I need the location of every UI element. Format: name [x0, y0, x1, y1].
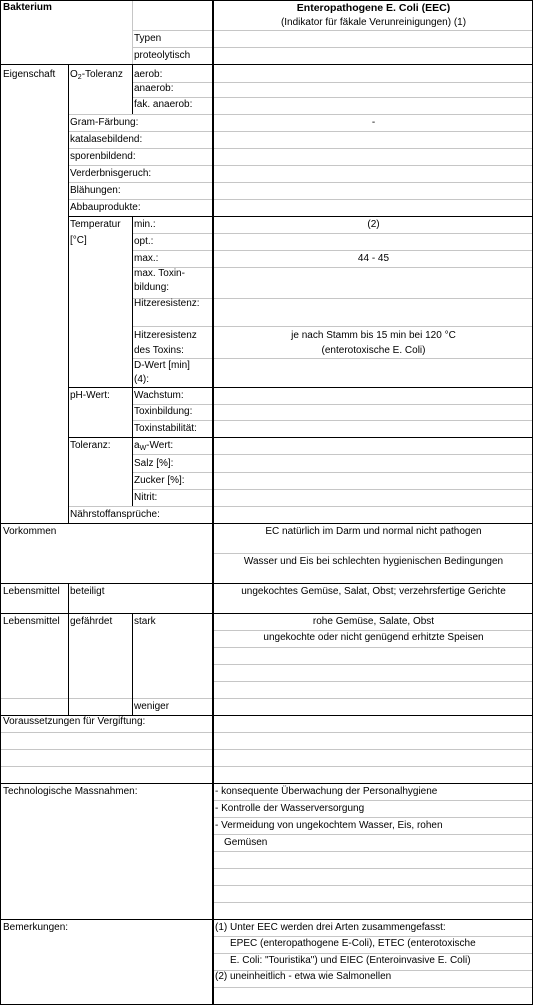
grid-line: [214, 326, 533, 327]
grid-line: [132, 358, 212, 359]
bemerkung-line: E. Coli: "Touristika") und EIEC (Enteroinvasive E. Coli): [230, 955, 471, 966]
grid-line: [214, 199, 533, 200]
massnahme-item: Gemüsen: [224, 837, 268, 848]
grid-line: [214, 766, 533, 767]
fak-anaerob-label: fak. anaerob:: [134, 99, 193, 110]
o2-toleranz-label: $O_2$-Toleranz: [70, 69, 123, 81]
grid-line: [68, 199, 212, 200]
hitze-toxin-label-2: des Toxins:: [134, 345, 184, 356]
grid-line: [68, 387, 533, 388]
typen-label: Typen: [134, 33, 162, 44]
hitze-toxin-label-1: Hitzeresistenz: [134, 330, 197, 341]
temp-opt-label: opt.:: [134, 236, 154, 247]
grid-line: [214, 298, 533, 299]
grid-line: [132, 30, 212, 31]
gram-value: -: [371, 117, 376, 128]
grid-line: [214, 800, 533, 801]
grid-line: [214, 987, 533, 988]
anaerob-label: anaerob:: [134, 83, 174, 94]
temp-min-label: min.:: [134, 219, 156, 230]
grid-line: [214, 664, 533, 665]
max-toxin-label-2: bildung:: [134, 282, 170, 293]
gefaehrdet-label: gefährdet: [70, 616, 113, 627]
grid-line: [214, 233, 533, 234]
grid-line: [0, 583, 533, 584]
grid-line: [214, 454, 533, 455]
grid-line: [0, 64, 533, 65]
grid-line: [214, 82, 533, 83]
grid-line: [132, 216, 133, 506]
grid-line: [68, 583, 69, 715]
grid-line: [214, 834, 533, 835]
grid-line: [132, 613, 133, 715]
abbau-label: Abbauprodukte:: [70, 202, 141, 213]
hitze-toxin-value-2: (enterotoxische E. Coli): [321, 345, 426, 356]
beteiligt-label: beteiligt: [70, 586, 105, 597]
grid-line: [132, 0, 133, 64]
grid-line: [214, 404, 533, 405]
massnahmen-label: Technologische Massnahmen:: [3, 786, 138, 797]
weniger-label: weniger: [134, 701, 170, 712]
grid-line: [214, 698, 533, 699]
grid-line: [68, 437, 533, 438]
grid-line: [214, 647, 533, 648]
massnahme-item: - Vermeidung von ungekochtem Wasser, Eis, rohen: [215, 820, 443, 831]
beteiligt-value: ungekochtes Gemüse, Salat, Obst; verzehrsfertige Gerichte: [241, 586, 506, 597]
grid-line: [132, 472, 212, 473]
grid-line: [0, 0, 1, 1005]
grid-line: [68, 148, 212, 149]
verderb-label: Verderbnisgeruch:: [70, 168, 152, 179]
wachstum-label: Wachstum:: [134, 390, 184, 401]
grid-line: [132, 420, 212, 421]
grid-line: [214, 749, 533, 750]
temp-min-value: (2): [367, 219, 380, 230]
aerob-label: aerob:: [134, 69, 163, 80]
grid-line: [214, 182, 533, 183]
vorkommen-value-1: EC natürlich im Darm und normal nicht pathogen: [265, 526, 482, 537]
toxinbildung-label: Toxinbildung:: [134, 406, 193, 417]
grid-line: [214, 267, 533, 268]
grid-line: [214, 114, 533, 115]
document-subtitle: (Indikator für fäkale Verunreinigungen) (1): [280, 17, 467, 28]
grid-line: [132, 47, 212, 48]
grid-line: [0, 919, 533, 920]
grid-line: [214, 489, 533, 490]
grid-line: [214, 630, 533, 631]
grid-line: [132, 97, 212, 98]
grid-line: [68, 165, 212, 166]
grid-line: [132, 489, 212, 490]
grid-line: [214, 902, 533, 903]
proteolytisch-label: proteolytisch: [134, 50, 191, 61]
gefaehrdet-value-2: ungekochte oder nicht genügend erhitzte Speisen: [263, 632, 484, 643]
grid-line: [214, 472, 533, 473]
grid-line: [68, 64, 69, 523]
grid-line: [0, 613, 533, 614]
grid-line: [132, 64, 133, 114]
gram-label: Gram-Färbung:: [70, 117, 139, 128]
grid-line: [68, 216, 533, 217]
bemerkungen-label: Bemerkungen:: [3, 922, 69, 933]
grid-line: [214, 131, 533, 132]
grid-line: [214, 885, 533, 886]
grid-line: [214, 506, 533, 507]
katalase-label: katalasebildend:: [70, 134, 143, 145]
blaehungen-label: Blähungen:: [70, 185, 121, 196]
grid-line: [214, 817, 533, 818]
grid-line: [214, 97, 533, 98]
voraussetzungen-label: Voraussetzungen für Vergiftung:: [3, 716, 146, 727]
temperatur-label-2: [°C]: [70, 235, 87, 246]
bemerkung-line: (1) Unter EEC werden drei Arten zusammengefasst:: [215, 922, 446, 933]
massnahme-item: - konsequente Überwachung der Personalhygiene: [215, 786, 438, 797]
lebensmittel-beteiligt-label: Lebensmittel: [3, 586, 60, 597]
bakterium-label: Bakterium: [3, 2, 52, 13]
grid-line: [0, 749, 212, 750]
grid-line: [0, 766, 212, 767]
grid-line: [0, 783, 533, 784]
temperatur-label-1: Temperatur: [70, 219, 121, 230]
dwert-label-1: D-Wert [min]: [134, 360, 190, 371]
bemerkung-line: EPEC (enteropathogene E-Coli), ETEC (enterotoxische: [230, 938, 476, 949]
grid-line: [214, 358, 533, 359]
grid-line: [532, 0, 533, 1005]
hitzeresistenz-label: Hitzeresistenz:: [134, 298, 200, 309]
grid-line: [0, 732, 212, 733]
vorkommen-label: Vorkommen: [3, 526, 57, 537]
grid-line: [214, 165, 533, 166]
temp-max-label: max.:: [134, 253, 159, 264]
zucker-label: Zucker [%]:: [134, 475, 185, 486]
vorkommen-value-2: Wasser und Eis bei schlechten hygienischen Bedingungen: [243, 556, 504, 567]
dwert-label-2: (4):: [134, 374, 149, 385]
grid-line: [0, 0, 533, 1]
grid-line: [214, 47, 533, 48]
naehrstoff-label: Nährstoffansprüche:: [70, 509, 160, 520]
grid-line: [68, 182, 212, 183]
grid-line: [214, 553, 533, 554]
grid-line: [132, 404, 212, 405]
grid-line: [0, 523, 533, 524]
grid-line: [214, 250, 533, 251]
aw-wert-label: $a_W$-Wert:: [134, 440, 174, 452]
grid-line: [214, 681, 533, 682]
grid-line: [214, 851, 533, 852]
massnahme-item: - Kontrolle der Wasserversorgung: [215, 803, 365, 814]
max-toxin-label-1: max. Toxin-: [134, 268, 185, 279]
grid-line: [68, 114, 212, 115]
nitrit-label: Nitrit:: [134, 492, 158, 503]
salz-label: Salz [%]:: [134, 458, 174, 469]
grid-line: [214, 420, 533, 421]
toxinstabilitaet-label: Toxinstabilität:: [134, 423, 197, 434]
grid-line: [214, 732, 533, 733]
grid-line: [212, 0, 214, 1005]
lebensmittel-gefaehrdet-label: Lebensmittel: [3, 616, 60, 627]
grid-line: [214, 30, 533, 31]
grid-line: [132, 233, 212, 234]
grid-line: [0, 698, 212, 699]
grid-line: [68, 506, 212, 507]
document-title: Enteropathogene E. Coli (EEC): [296, 2, 451, 14]
grid-line: [132, 250, 212, 251]
bemerkung-line: (2) uneinheitlich - etwa wie Salmonellen: [215, 971, 392, 982]
sporen-label: sporenbildend:: [70, 151, 136, 162]
grid-line: [214, 953, 533, 954]
hitze-toxin-value-1: je nach Stamm bis 15 min bei 120 °C: [291, 330, 456, 341]
grid-line: [214, 148, 533, 149]
grid-line: [214, 868, 533, 869]
eigenschaft-label: Eigenschaft: [3, 69, 56, 80]
grid-line: [132, 326, 212, 327]
stark-label: stark: [134, 616, 156, 627]
temp-max-value: 44 - 45: [357, 253, 390, 264]
grid-line: [68, 131, 212, 132]
grid-line: [214, 936, 533, 937]
toleranz-label: Toleranz:: [70, 440, 111, 451]
grid-line: [0, 1004, 533, 1005]
ph-label: pH-Wert:: [70, 390, 110, 401]
gefaehrdet-value-1: rohe Gemüse, Salate, Obst: [312, 616, 435, 627]
